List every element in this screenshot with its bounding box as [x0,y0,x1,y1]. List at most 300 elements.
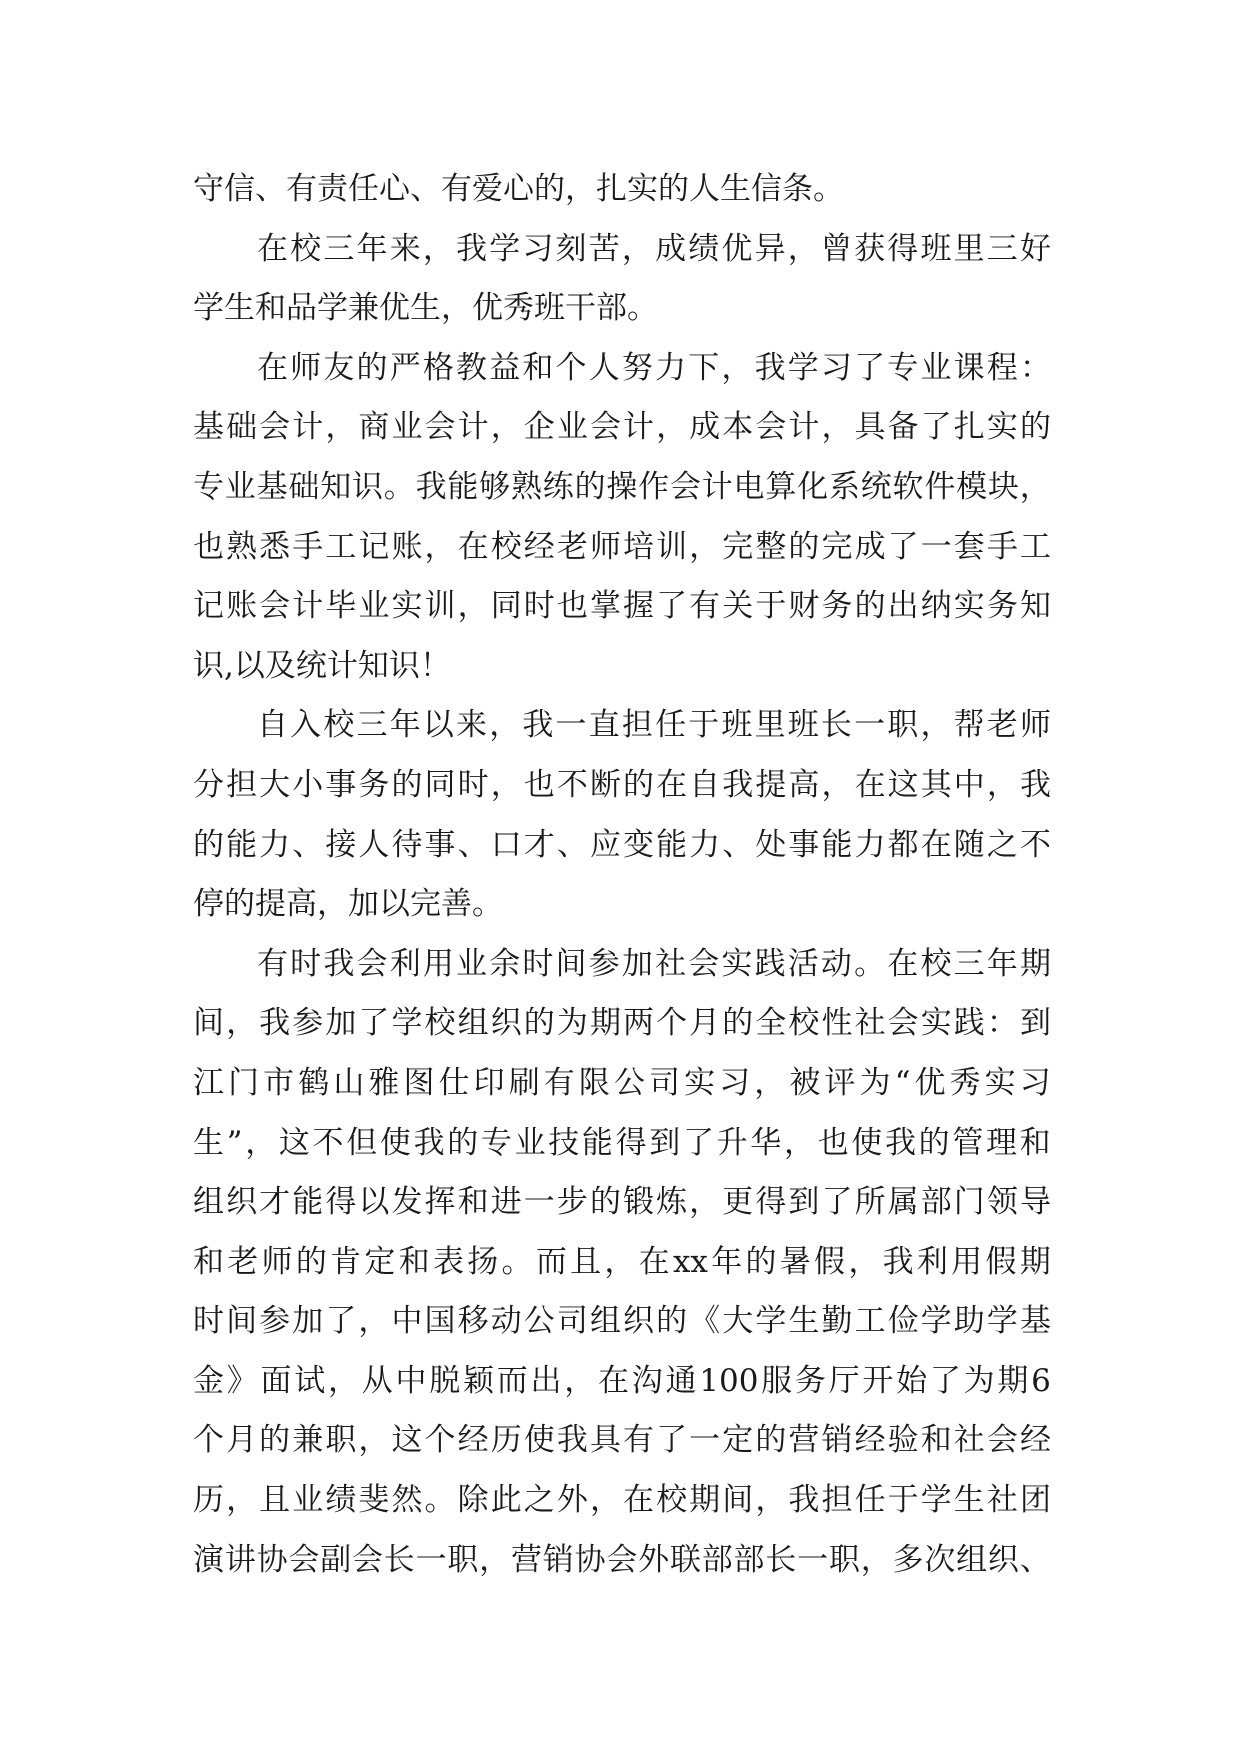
text-glyph: 记 [358,528,390,565]
text-glyph: 绩 [325,1482,357,1519]
text-glyph: 的 [623,766,655,803]
text-glyph: 部 [701,1541,733,1578]
text-glyph: 训 [424,588,456,625]
text-glyph: ， [245,1124,277,1161]
text-line [193,696,1051,756]
text-line [193,1233,1051,1293]
text-glyph: 全 [755,1005,787,1042]
text-glyph: 件 [924,468,956,505]
text-glyph: 师 [261,1243,293,1280]
text-glyph: 担 [621,707,653,744]
text-line [193,1173,1051,1233]
text-glyph: 协 [256,1541,288,1578]
text-glyph: 公 [523,1303,555,1340]
text-glyph: 基 [1019,1303,1051,1340]
text-glyph: 一 [555,707,587,744]
text-glyph: 部 [733,1541,765,1578]
text-glyph: 、 [722,826,754,863]
text-glyph: 好 [1019,230,1051,267]
text-glyph: 时 [523,588,555,625]
text-glyph: 具 [589,1422,621,1459]
text-glyph: ， [783,1124,815,1161]
text-glyph: 了 [929,1362,961,1399]
text-glyph: 性 [821,1005,853,1042]
text-glyph: 锻 [623,1184,655,1221]
text-glyph: 高 [788,766,820,803]
text-glyph: 且 [570,1243,602,1280]
text-glyph: 学 [986,1303,1018,1340]
text-glyph: 我 [884,1124,916,1161]
text-glyph: 的 [574,468,606,505]
text-glyph: 的 [918,1124,950,1161]
text-glyph: 山 [333,1064,365,1101]
text-line [193,756,1051,816]
text-glyph: 金 [193,1362,224,1399]
text-glyph: ， [358,1422,390,1459]
text-glyph: 定 [364,1243,396,1280]
text-glyph: 多 [892,1541,924,1578]
text-glyph: 提 [755,766,787,803]
text-line: 停的提高，加以完善。 [193,886,503,923]
text-glyph: 间 [722,1482,754,1519]
text-glyph: 试 [294,1362,326,1399]
text-glyph: ， [860,1541,892,1578]
text-glyph: 升 [716,1124,748,1161]
text-glyph: 职 [828,1541,860,1578]
text-glyph: 颖 [463,1362,494,1399]
text-glyph: 账 [226,588,258,625]
text-glyph: 表 [432,1243,464,1280]
text-glyph: 织 [623,1303,655,1340]
text-glyph: 校 [490,528,522,565]
text-glyph: 会 [606,1541,638,1578]
text-glyph: ， [821,766,853,803]
text-line [193,1471,1051,1531]
text-glyph: 能 [821,826,853,863]
text-glyph: 习 [1019,1064,1051,1101]
text-glyph: 老 [227,1243,259,1280]
text-glyph: 电 [733,468,765,505]
text-glyph: 理 [985,1124,1017,1161]
text-glyph: 营 [510,1541,542,1578]
text-glyph: 、 [1019,1541,1051,1578]
text-glyph: 挥 [424,1184,456,1221]
text-glyph: 能 [656,826,688,863]
text-glyph: 公 [613,1064,645,1101]
text-glyph: 出 [530,1362,562,1399]
text-glyph: 业 [358,588,390,625]
text-glyph: 程 [986,349,1018,386]
text-glyph: 自 [257,707,288,744]
text-glyph: 老 [986,707,1018,744]
text-glyph: 为 [859,1064,891,1101]
text-glyph: 肯 [330,1243,362,1280]
text-glyph: 一 [854,707,886,744]
text-glyph: 识 [351,468,383,505]
text-glyph: 。 [424,1482,456,1519]
text-glyph: 了 [656,1422,688,1459]
text-glyph: 的 [193,826,224,863]
text-glyph: 口 [490,826,522,863]
text-glyph: 下 [688,349,720,386]
text-glyph: 参 [588,945,620,982]
text-glyph: 社 [655,945,687,982]
text-glyph: 力 [854,826,886,863]
text-glyph: 长 [383,1541,415,1578]
text-glyph: 我 [415,468,447,505]
text-glyph: 门 [953,1184,985,1221]
text-glyph: 参 [292,1005,324,1042]
text-glyph: 出 [887,588,919,625]
text-glyph: 得 [887,230,919,267]
text-glyph: 会 [259,409,291,446]
text-glyph: 个 [424,1422,456,1459]
text-glyph: 我 [882,1243,914,1280]
text-glyph: 的 [356,349,388,386]
text-glyph: 加 [325,1005,357,1042]
text-glyph: 营 [788,1422,820,1459]
text-glyph: 小 [292,766,324,803]
text-glyph: 实 [721,945,753,982]
text-glyph: 于 [755,588,787,625]
text-glyph: 础 [226,409,258,446]
text-glyph: 我 [788,1482,820,1519]
text-glyph: 助 [953,1303,985,1340]
text-glyph: 职 [325,1422,357,1459]
text-glyph: 业 [391,409,423,446]
text-glyph: 力 [689,826,721,863]
text-glyph: 会 [755,409,787,446]
text-glyph: 年 [356,230,388,267]
text-glyph: 间 [226,1303,258,1340]
text-glyph: 领 [986,1184,1018,1221]
text-glyph: 掌 [589,588,621,625]
text-glyph: 的 [259,1422,291,1459]
text-glyph: 社 [986,1482,1018,1519]
text-line [193,398,1051,458]
text-glyph: 模 [956,468,988,505]
text-glyph: 同 [490,588,522,625]
text-glyph: 悉 [259,528,291,565]
text-glyph: ， [490,766,522,803]
text-glyph: 基 [256,468,288,505]
text-glyph: 步 [556,1184,588,1221]
text-glyph: xx [672,1243,708,1280]
text-glyph: 而 [496,1362,528,1399]
text-glyph: 市 [263,1064,295,1101]
text-glyph: 友 [323,349,355,386]
text-glyph: 讲 [224,1541,256,1578]
text-glyph: 雅 [368,1064,400,1101]
text-glyph: 握 [623,588,655,625]
text-glyph: 和 [398,1243,430,1280]
text-glyph: 兼 [292,1422,324,1459]
text-glyph: ， [328,1362,359,1399]
text-glyph: ， [848,1243,880,1280]
text-glyph: 校 [424,1005,456,1042]
text-glyph: 校 [656,1482,688,1519]
text-glyph: 期 [997,1362,1029,1399]
text-glyph: ， [787,230,819,267]
text-glyph: 软 [892,468,924,505]
text-glyph: 定 [722,1422,754,1459]
text-glyph: 被 [789,1064,821,1101]
text-glyph: 斐 [358,1482,390,1519]
text-glyph: 了 [656,588,688,625]
text-glyph: 学 [755,1303,787,1340]
text-glyph: ， [325,409,357,446]
text-line [193,1531,1051,1591]
text-glyph: 异 [754,230,786,267]
text-glyph: 校 [323,707,355,744]
text-glyph: 习 [820,349,852,386]
text-glyph: 月 [226,1422,258,1459]
text-glyph: 于 [887,1482,919,1519]
text-glyph: 用 [951,1243,983,1280]
text-glyph: 秀 [949,1064,981,1101]
text-glyph: 操 [606,468,638,505]
text-glyph: 任 [655,707,687,744]
text-glyph: 仕 [438,1064,470,1101]
text-glyph: 绩 [688,230,720,267]
text-glyph: 计 [623,409,655,446]
text-glyph: 经 [457,1422,489,1459]
text-glyph: 进 [490,1184,522,1221]
text-glyph: 历 [193,1482,224,1519]
text-glyph: 这 [278,1124,310,1161]
text-line [193,458,1051,518]
text-glyph: 能 [581,1124,613,1161]
text-glyph: 、 [457,826,489,863]
text-glyph: 协 [574,1541,606,1578]
text-glyph: 套 [953,528,985,565]
text-glyph: 三 [986,230,1018,267]
text-glyph: 评 [824,1064,856,1101]
text-glyph: 才 [259,1184,291,1221]
text-line [193,1411,1051,1471]
text-glyph: 会 [259,588,291,625]
text-glyph: 统 [860,468,892,505]
text-glyph: ， [689,528,721,565]
text-glyph: ： [1019,349,1051,386]
text-glyph: 教 [456,349,488,386]
text-glyph: 事 [325,766,357,803]
text-glyph: 会 [288,1541,320,1578]
text-line [193,518,1051,578]
text-glyph: “ [894,1064,911,1101]
text-glyph: 苦 [588,230,620,267]
text-glyph: 华 [750,1124,782,1161]
text-glyph: 益 [489,349,521,386]
text-glyph: 时 [193,1303,224,1340]
text-glyph: ， [689,1184,721,1221]
text-glyph: 移 [457,1303,489,1340]
text-glyph: 不 [1019,826,1051,863]
text-glyph: 完 [722,528,754,565]
text-glyph: 成 [854,528,886,565]
text-glyph: 我 [1019,766,1051,803]
body-text [193,160,1051,1590]
text-glyph: 接 [325,826,357,863]
text-glyph: 俭 [887,1303,919,1340]
text-glyph: 得 [615,1124,647,1161]
text-glyph: 暑 [779,1243,811,1280]
text-glyph: 司 [649,1064,681,1101]
text-glyph: 、 [556,826,588,863]
text-line: 学生和品学兼优生，优秀班干部。 [193,290,658,327]
text-glyph: 待 [391,826,423,863]
text-glyph: ， [754,1064,786,1101]
text-glyph: 经 [854,1422,886,1459]
text-glyph: 外 [556,1482,588,1519]
text-glyph: 长 [765,1541,797,1578]
text-glyph: 熟 [226,528,258,565]
text-glyph: 之 [523,1482,555,1519]
text-glyph: 鹤 [298,1064,330,1101]
text-glyph: 都 [887,826,919,863]
text-glyph: ， [621,230,653,267]
text-glyph: 生 [788,1303,820,1340]
text-glyph: 商 [358,409,390,446]
text-glyph: 优 [721,230,753,267]
text-glyph: 帮 [953,707,985,744]
text-glyph: 业 [920,349,952,386]
text-glyph: 记 [193,588,224,625]
text-glyph: 一 [523,1184,555,1221]
text-glyph: 直 [588,707,620,744]
text-glyph: 我 [323,945,355,982]
text-glyph: 所 [854,1184,886,1221]
text-glyph: ， [457,588,489,625]
text-glyph: 管 [952,1124,984,1161]
text-glyph: 6 [1031,1362,1051,1399]
text-glyph: 了 [887,528,919,565]
text-glyph: ， [755,1482,787,1519]
text-glyph: 一 [415,1541,447,1578]
text-glyph: 我 [456,230,488,267]
text-glyph: 生 [193,1124,224,1161]
text-glyph: 业 [514,1124,546,1161]
text-glyph: 业 [556,409,588,446]
text-glyph: 实 [391,588,423,625]
text-glyph: 担 [821,1482,853,1519]
text-glyph: 会 [356,945,388,982]
text-glyph: 师 [1019,707,1051,744]
text-glyph: 职 [887,707,919,744]
text-line: 识,以及统计知识！ [193,647,451,684]
text-glyph: 属 [887,1184,919,1221]
text-glyph: 了 [854,349,886,386]
text-glyph: 到 [1019,1005,1051,1042]
text-glyph: 。 [501,1243,533,1280]
text-glyph: 计 [292,409,324,446]
text-glyph: 门 [228,1064,260,1101]
text-glyph: 副 [320,1541,352,1578]
text-glyph: 长 [820,707,852,744]
text-glyph: 和 [522,349,554,386]
text-glyph: 能 [226,826,258,863]
text-glyph: 这 [887,766,919,803]
text-glyph: 我 [413,1124,445,1161]
text-glyph: 以 [422,707,454,744]
text-glyph: 学 [489,230,521,267]
text-glyph: 本 [722,409,754,446]
text-glyph: 专 [480,1124,512,1161]
text-glyph: 。 [854,945,886,982]
text-glyph: 在 [920,826,952,863]
text-glyph: 断 [589,766,621,803]
text-glyph: 会 [669,468,701,505]
text-glyph: 此 [490,1482,522,1519]
text-glyph: 销 [542,1541,574,1578]
text-glyph: 其 [920,766,952,803]
text-glyph: 期 [689,1482,721,1519]
text-glyph: 扬 [467,1243,499,1280]
text-glyph: 工 [325,528,357,565]
text-glyph: 发 [391,1184,423,1221]
text-glyph: 课 [953,349,985,386]
text-glyph: 的 [1019,409,1051,446]
text-glyph: 关 [722,588,754,625]
text-glyph: 到 [788,1184,820,1221]
text-line [193,1054,1051,1114]
text-glyph: 处 [755,826,787,863]
text-glyph: 用 [422,945,454,982]
text-glyph: ， [821,409,853,446]
text-glyph: 企 [523,409,555,446]
text-glyph: 来 [456,707,488,744]
text-glyph: 年 [986,945,1018,982]
text-glyph: 个 [656,1005,688,1042]
text-glyph: 中 [395,1362,427,1399]
text-glyph: 年 [711,1243,743,1280]
text-glyph: 以 [358,1184,390,1221]
text-glyph: 时 [522,945,554,982]
text-glyph: 成 [689,409,721,446]
text-glyph: 校 [920,945,952,982]
text-glyph: 学 [920,1482,952,1519]
text-glyph: 技 [548,1124,580,1161]
text-glyph: 化 [797,468,829,505]
text-glyph: 会 [424,409,456,446]
text-glyph: 和 [193,1243,224,1280]
text-glyph: 时 [290,945,322,982]
text-glyph: 学 [787,349,819,386]
text-glyph: 算 [765,468,797,505]
text-glyph: 习 [719,1064,751,1101]
text-glyph: 基 [193,409,224,446]
text-glyph: 得 [755,1184,787,1221]
text-glyph: 厅 [828,1362,860,1399]
text-glyph: 国 [424,1303,456,1340]
text-glyph: 余 [489,945,521,982]
text-glyph: 力 [655,349,687,386]
text-glyph: 团 [1019,1482,1051,1519]
text-glyph: 也 [193,528,224,565]
text-glyph: 专 [887,349,919,386]
text-glyph: 整 [755,528,787,565]
text-glyph: 《 [689,1303,721,1340]
text-glyph: 能 [447,468,479,505]
text-glyph: 组 [457,1005,489,1042]
text-glyph: ， [604,1243,636,1280]
text-glyph: 纳 [920,588,952,625]
text-glyph: 获 [854,230,886,267]
text-glyph: 假 [814,1243,846,1280]
text-glyph: 部 [920,1184,952,1221]
text-glyph: 假 [985,1243,1017,1280]
text-glyph: 开 [862,1362,894,1399]
